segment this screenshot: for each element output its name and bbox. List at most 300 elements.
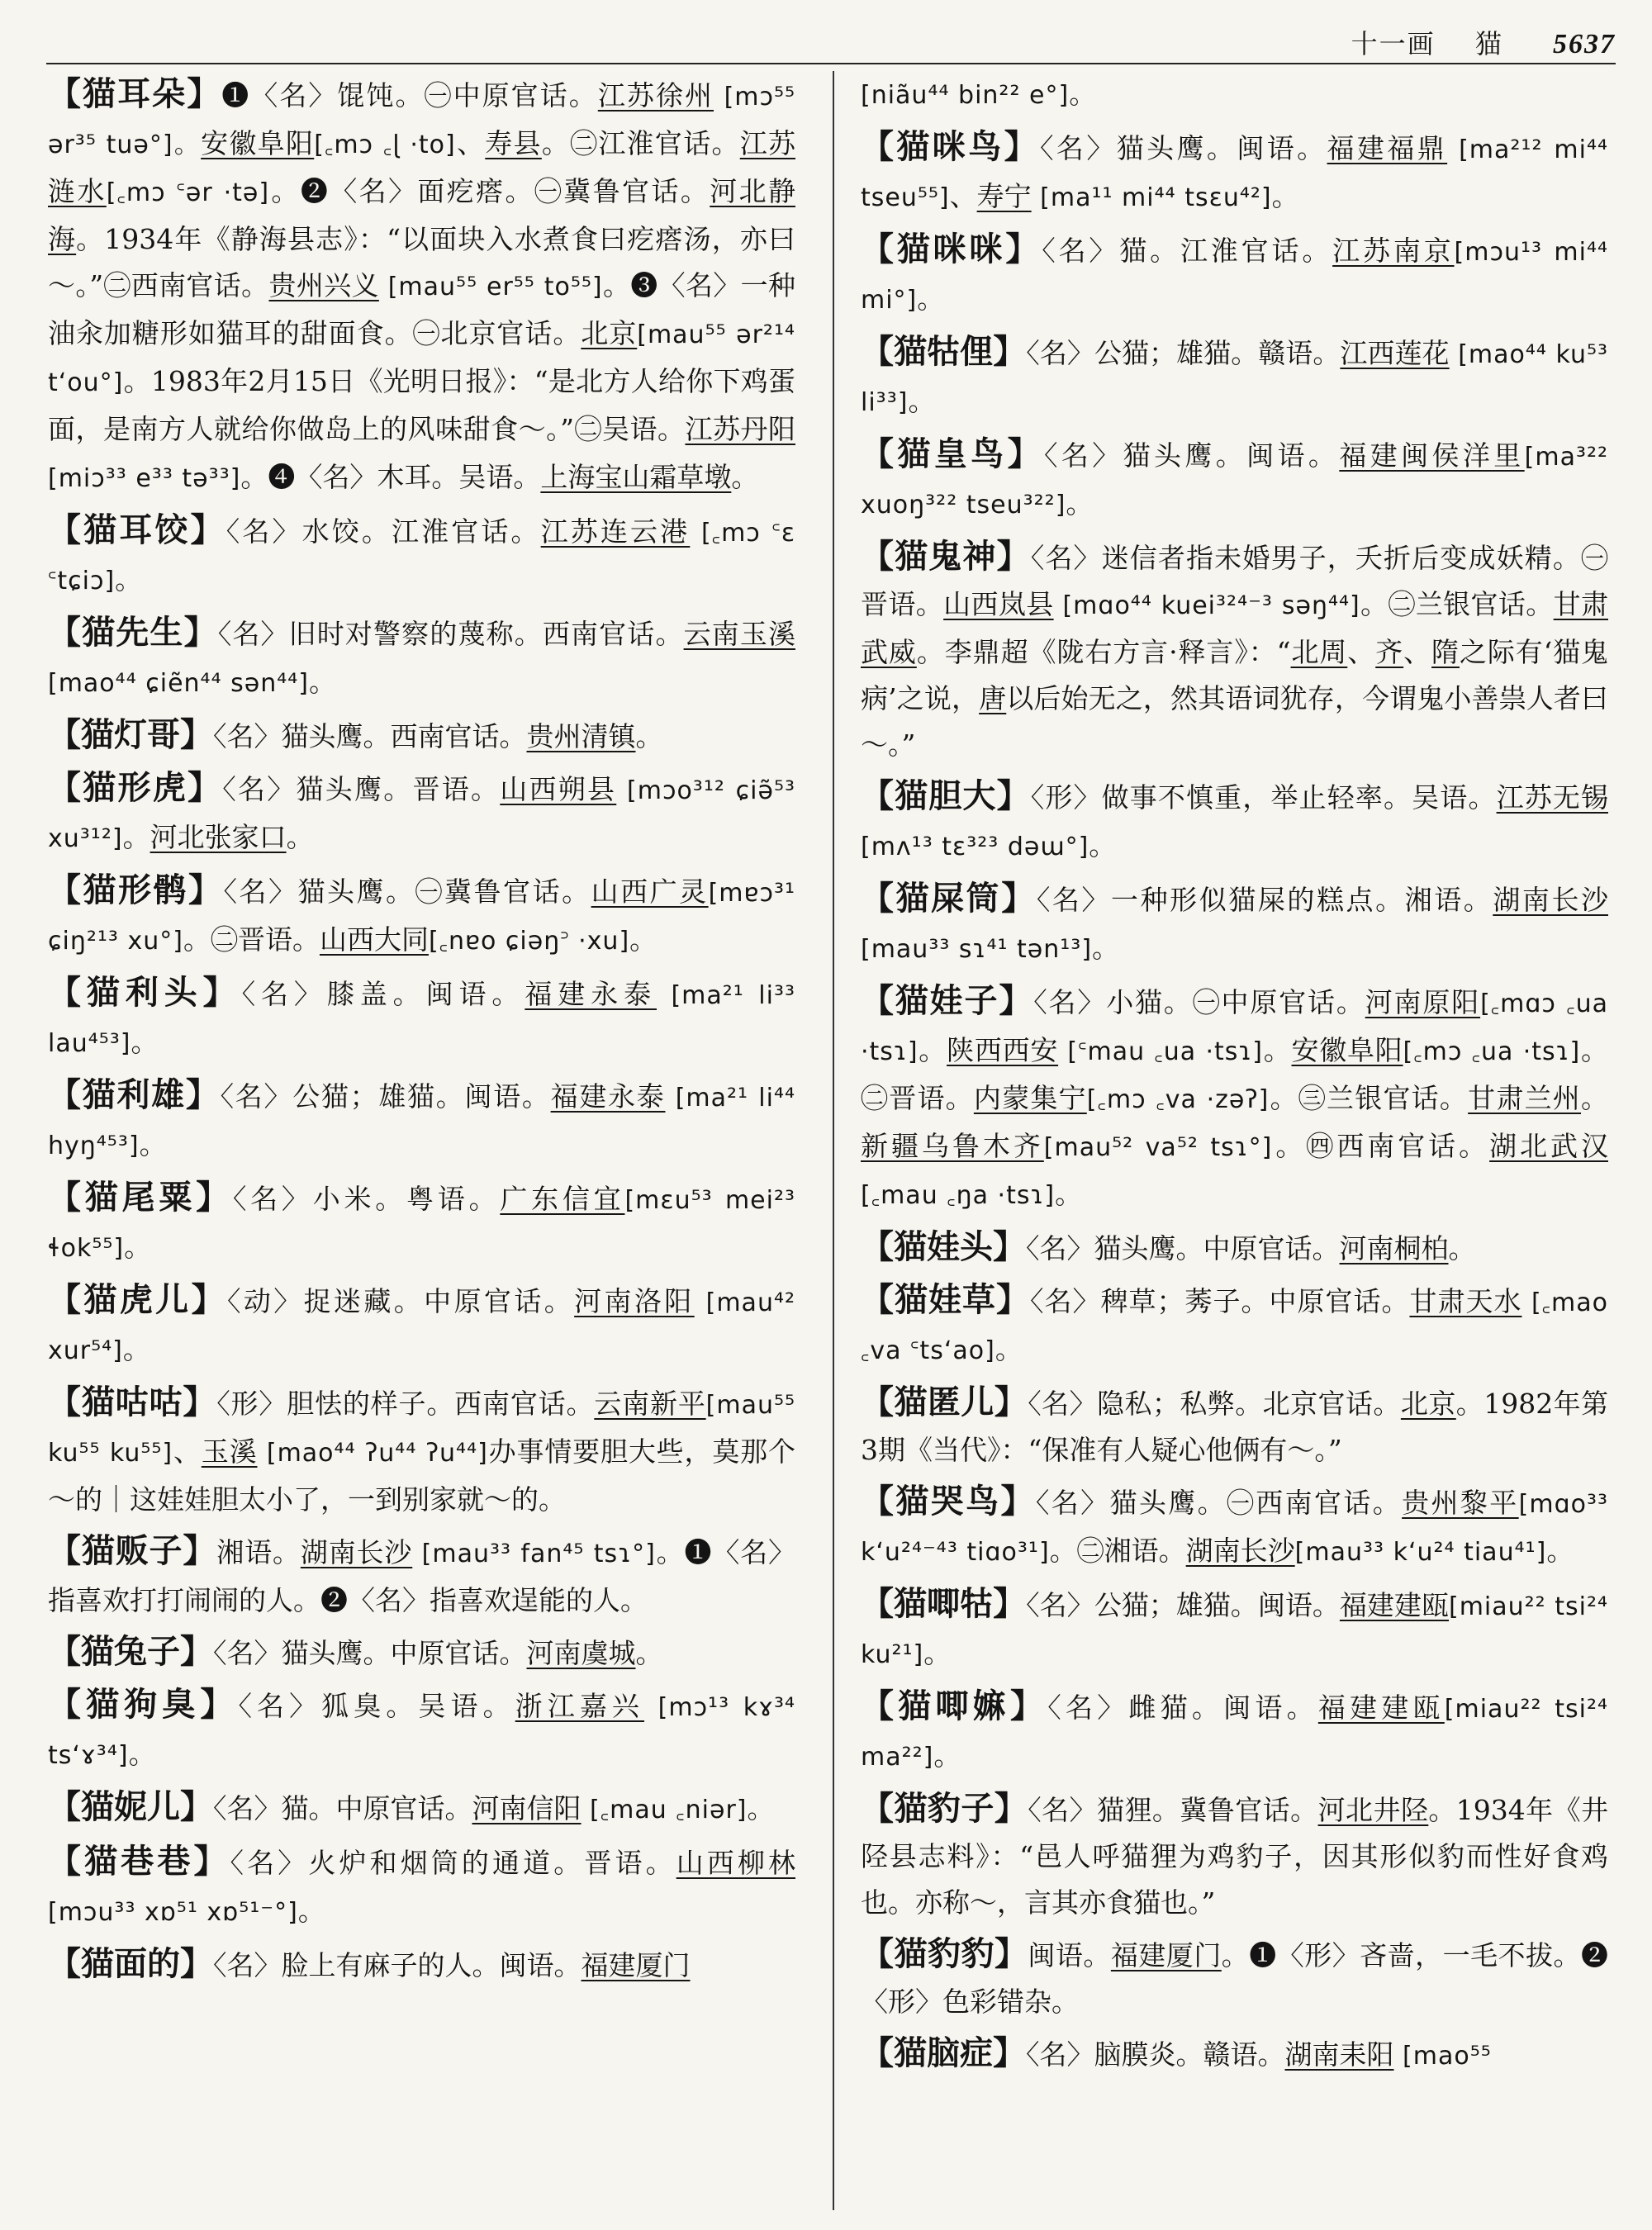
definition-text: 〈形〉胆怯的样子。西南官话。 — [216, 1388, 595, 1420]
entry-headword — [48, 1531, 216, 1570]
right-bracket: 】 — [187, 74, 222, 113]
place-name: 河南虞城 — [526, 1637, 636, 1669]
dictionary-entry — [861, 1224, 1608, 1272]
place-name: 唐 — [979, 682, 1007, 714]
pronunciation: [mau⁵⁵ ku⁵⁵ ku⁵⁵] — [48, 1391, 795, 1468]
pronunciation: [mau⁴² xur⁵⁴] — [48, 1288, 795, 1365]
definition-text: 〈名〉脸上有麻子的人。闽语。 — [213, 1949, 582, 1981]
pronunciation: [꜀mau ꜀ŋa ·tsɿ] — [861, 1181, 1056, 1210]
dictionary-entry — [48, 712, 795, 760]
headword-text: 猫狗臭 — [86, 1685, 201, 1724]
definition-text: 〈名〉小米。粤语。 — [232, 1183, 501, 1215]
place-name: 江苏南京 — [1332, 235, 1455, 267]
dictionary-entry — [861, 226, 1608, 324]
headword-text: 猫鬼神 — [895, 537, 997, 576]
place-name: 寿宁 — [976, 180, 1032, 212]
pronunciation: [ma²¹ li³³ lau⁴⁵³] — [48, 981, 795, 1058]
entry-headword — [861, 1482, 1036, 1521]
pronunciation: [mau⁵² va⁵² tsɿ°] — [1043, 1133, 1273, 1162]
right-bracket: 】 — [993, 1584, 1027, 1623]
place-name: 齐 — [1375, 636, 1404, 668]
entry-headword — [48, 715, 213, 754]
entry-headword — [861, 1934, 1028, 1973]
right-bracket: 】 — [200, 1685, 239, 1724]
place-name: 江苏涟水 — [48, 127, 795, 207]
headword-text: 猫虎儿 — [83, 1280, 192, 1319]
definition-text: 〈名〉雌猫。闽语。 — [1047, 1691, 1318, 1724]
definition-text: 。❹〈名〉木耳。吴语。 — [240, 461, 541, 493]
pronunciation: [꜂mau ꜀ua ·tsɿ] — [1058, 1037, 1263, 1066]
definition-text: 。 — [1581, 1082, 1608, 1114]
pronunciation: [꜀mɔ ꜀ua ·tsɿ] — [1403, 1037, 1581, 1066]
definition-text: 。 — [731, 461, 759, 493]
definition-text: 〈名〉猫头鹰。西南官话。 — [213, 720, 527, 752]
definition-text: 。 — [923, 1637, 952, 1669]
headword-text: 猫皇鸟 — [897, 434, 1008, 473]
pronunciation: [niãu⁴⁴ bin²² e°] — [861, 81, 1070, 110]
dictionary-entry — [861, 1683, 1608, 1781]
right-bracket: 】 — [993, 332, 1027, 371]
definition-text: 。李鼎超《陇右方言·释言》：“ — [916, 636, 1291, 668]
place-name: 湖北武汉 — [1489, 1130, 1608, 1162]
definition-text: 〈动〉捉迷藏。中原官话。 — [226, 1285, 575, 1317]
definition-text: 。1982年第3期《当代》：“保准有人疑心他俩有～。” — [861, 1388, 1608, 1466]
pronunciation: [mau⁵⁵ ər²¹⁴ t‘ou°] — [48, 320, 795, 397]
left-bracket: 【 — [861, 1687, 899, 1725]
dictionary-entry — [48, 507, 795, 605]
definition-text: 。 — [908, 385, 936, 417]
right-bracket: 】 — [193, 1842, 230, 1881]
entry-headword — [48, 1383, 216, 1421]
entry-headword — [861, 1227, 1026, 1266]
definition-text: 〈名〉猫狸。冀鲁官话。 — [1028, 1794, 1318, 1826]
right-bracket: 】 — [1000, 1482, 1036, 1521]
left-bracket: 【 — [861, 1482, 896, 1521]
place-name: 江苏徐州 — [597, 79, 714, 112]
definition-text: 。 — [747, 1792, 775, 1824]
place-name: 福建建瓯 — [1339, 1589, 1449, 1621]
pronunciation: [mɑo⁴⁴ kuei³²⁴⁻³ səŋ⁴⁴] — [1053, 591, 1360, 620]
dictionary-entry — [48, 1839, 795, 1936]
left-bracket: 【 — [48, 74, 83, 113]
definition-text: 。 — [933, 1739, 961, 1772]
left-bracket: 【 — [861, 332, 895, 371]
pronunciation: [ma³²² xuoŋ³²² tseu³²²] — [861, 443, 1608, 520]
place-name: 陕西西安 — [947, 1034, 1059, 1066]
column-divider — [833, 71, 834, 2210]
definition-text: 。 — [1069, 78, 1097, 110]
pronunciation: [mao⁴⁴ ʔu⁴⁴ ʔu⁴⁴] — [257, 1439, 488, 1468]
definition-text: 。❶〈名〉指喜欢打打闹闹的人。❷〈名〉指喜欢逞能的人。 — [48, 1536, 795, 1616]
place-name: 贵州兴义 — [268, 269, 379, 301]
definition-text: 。❷〈名〉面疙瘩。㊀冀鲁官话。 — [269, 175, 710, 207]
entry-headword — [861, 332, 1026, 371]
right-column — [861, 71, 1608, 2218]
place-name: 内蒙集宁 — [973, 1082, 1087, 1114]
right-bracket: 】 — [180, 715, 213, 754]
right-bracket: 】 — [999, 981, 1034, 1020]
place-name: 贵州黎平 — [1402, 1487, 1519, 1519]
dictionary-entry — [48, 1174, 795, 1272]
left-bracket: 【 — [861, 981, 895, 1020]
page-number: 5637 — [1553, 29, 1616, 59]
definition-text: 〈名〉脑膜炎。赣语。 — [1026, 2038, 1285, 2071]
place-name: 新疆乌鲁木齐 — [861, 1130, 1044, 1162]
place-name: 河南信阳 — [472, 1792, 582, 1824]
definition-text: 。❶〈形〉吝啬，一毛不拔。❷〈形〉色彩错杂。 — [861, 1939, 1608, 2018]
place-name: 甘肃武威 — [861, 588, 1608, 668]
definition-text: 。㊃西南官话。 — [1272, 1130, 1490, 1162]
pronunciation: [mau⁵⁵ er⁵⁵ to⁵⁵] — [378, 273, 603, 301]
right-bracket: 】 — [996, 537, 1031, 576]
headword-text: 猫咪鸟 — [896, 127, 1004, 166]
right-bracket: 】 — [1004, 127, 1041, 166]
entry-headword — [48, 613, 218, 652]
left-bracket: 【 — [48, 1075, 83, 1114]
left-bracket: 【 — [861, 537, 895, 576]
place-name: 江苏丹阳 — [685, 413, 795, 445]
definition-text: 〈名〉猫头鹰。闽语。 — [1040, 132, 1327, 164]
headword-text: 猫利雄 — [82, 1075, 186, 1114]
headword-text: 猫兔子 — [81, 1632, 180, 1671]
place-name: 甘肃天水 — [1409, 1285, 1522, 1317]
definition-text: 。 — [139, 1128, 167, 1160]
headword-text: 猫匿儿 — [894, 1383, 995, 1421]
right-bracket: 】 — [994, 1789, 1028, 1828]
headword-text: 猫豹豹 — [894, 1934, 995, 1973]
place-name: 福建永泰 — [550, 1080, 666, 1113]
definition-text: 〈名〉猫头鹰。㊀冀鲁官话。 — [223, 875, 591, 908]
definition-text: 。 — [918, 1034, 947, 1066]
left-column — [48, 71, 795, 2218]
definition-text: 〈名〉狐臭。吴语。 — [238, 1690, 515, 1722]
definition-text: 。 — [122, 821, 150, 853]
left-bracket: 【 — [48, 1842, 85, 1881]
definition-text: 。 — [917, 282, 945, 315]
definition-text: 〈名〉火炉和烟筒的通道。晋语。 — [230, 1847, 676, 1879]
definition-text: 之际有‘猫鬼病’之说， — [861, 636, 1608, 714]
pronunciation: [꜀nɐo ɕiəŋ꜄ ·xu] — [428, 927, 630, 956]
entry-headword — [861, 537, 1031, 576]
headword-text: 猫贩子 — [81, 1531, 183, 1570]
place-name: 河北井陉 — [1317, 1794, 1429, 1826]
place-name: 隋 — [1431, 636, 1460, 668]
headword-text: 猫形虎 — [83, 768, 188, 807]
left-bracket: 【 — [48, 1531, 82, 1570]
left-bracket: 【 — [861, 127, 897, 166]
entry-headword — [861, 776, 1031, 815]
headword-text: 猫娃子 — [895, 981, 999, 1020]
left-bracket: 【 — [48, 1685, 87, 1724]
entry-headword — [48, 1944, 213, 1983]
right-bracket: 】 — [191, 1280, 227, 1319]
pronunciation: [꜀mao ꜀va ꜂ts‘ao] — [861, 1288, 1608, 1365]
right-bracket: 】 — [183, 613, 218, 652]
left-bracket: 【 — [48, 1787, 81, 1826]
place-name: 北周 — [1290, 636, 1348, 668]
page-header — [46, 15, 1616, 64]
definition-text: 〈名〉猫。江淮官话。 — [1042, 235, 1333, 267]
right-bracket: 】 — [993, 2033, 1026, 2072]
pronunciation: [mau³³ sɿ⁴¹ tən¹³] — [861, 935, 1093, 964]
place-name: 湖南长沙 — [300, 1536, 413, 1568]
entry-headword — [48, 1787, 213, 1826]
entry-headword — [861, 1383, 1028, 1421]
left-bracket: 【 — [861, 230, 897, 268]
headword-text: 猫巷巷 — [84, 1842, 194, 1881]
definition-text: 〈名〉猫头鹰。中原官话。 — [213, 1637, 527, 1669]
place-name: 山西大同 — [319, 923, 429, 956]
place-name: 玉溪 — [201, 1435, 258, 1468]
definition-text: 〈名〉一种形似猫屎的糕点。湘语。 — [1036, 884, 1493, 916]
place-name: 河南洛阳 — [574, 1285, 695, 1317]
definition-text: ❶〈名〉馄饨。㊀中原官话。 — [221, 79, 598, 112]
definition-text: 。 — [131, 1026, 159, 1058]
headword-text: 猫唧嫲 — [898, 1687, 1010, 1725]
pronunciation: [mao⁴⁴ ɕiẽn⁴⁴ sən⁴⁴] — [48, 669, 310, 698]
place-name: 河南原阳 — [1365, 986, 1481, 1018]
pronunciation: [꜀mɔ ꜀ɭ ·to] — [314, 130, 456, 159]
right-bracket: 】 — [996, 776, 1031, 815]
pronunciation: [mɔ¹³ kɤ³⁴ ts‘ɤ³⁴] — [48, 1693, 795, 1770]
dictionary-entry — [861, 124, 1608, 221]
place-name: 安徽阜阳 — [1291, 1034, 1403, 1066]
pronunciation: [mɛu⁵³ mei²³ ɬok⁵⁵] — [48, 1186, 795, 1263]
place-name: 山西广灵 — [591, 875, 709, 908]
headword-text: 猫胆大 — [895, 776, 997, 815]
place-name: 福建闽侯洋里 — [1339, 439, 1525, 472]
place-name: 甘肃兰州 — [1468, 1082, 1582, 1114]
definition-text: 。㊂兰银官话。 — [1269, 1082, 1469, 1114]
definition-text: 。 — [122, 1333, 150, 1365]
pronunciation: [ma¹¹ mi⁴⁴ tsɛu⁴²] — [1031, 183, 1272, 212]
running-head — [1351, 23, 1616, 61]
right-bracket: 】 — [190, 510, 226, 549]
entry-headword — [48, 1075, 221, 1114]
left-bracket: 【 — [48, 768, 83, 807]
headword-text: 猫娃头 — [894, 1227, 993, 1266]
pronunciation: [mɔu¹³ mi⁴⁴ mi°] — [861, 238, 1608, 315]
entry-headword — [48, 768, 222, 807]
right-bracket: 】 — [994, 1383, 1028, 1421]
pronunciation: [ma²¹² mi⁴⁴ tseu⁵⁵] — [861, 135, 1608, 212]
headword-text: 猫唧牯 — [894, 1584, 994, 1623]
definition-text: 〈名〉小猫。㊀中原官话。 — [1033, 986, 1365, 1018]
dictionary-entry — [861, 1786, 1608, 1926]
right-bracket: 】 — [183, 1383, 217, 1421]
left-bracket: 【 — [48, 1383, 82, 1421]
entry-headword — [861, 230, 1042, 268]
place-name: 北京 — [581, 317, 638, 349]
dictionary-entry — [48, 1379, 795, 1523]
right-bracket: 】 — [202, 973, 242, 1012]
definition-text: 〈名〉迷信者指未婚男子，夭折后变成妖精。㊀晋语。 — [861, 542, 1608, 620]
place-name: 江苏无锡 — [1496, 781, 1608, 814]
definition-text: 〈名〉膝盖。闽语。 — [241, 978, 525, 1010]
place-name: 江西莲花 — [1340, 337, 1450, 369]
definition-text: 。 — [995, 1333, 1023, 1365]
definition-text: 。 — [1448, 1232, 1476, 1264]
definition-text: 。㊁湘语。 — [1049, 1535, 1186, 1567]
definition-text: 。 — [286, 821, 314, 853]
pronunciation: [꜀mɔ ꜂ər ·tə] — [106, 178, 270, 207]
definition-text: 。 — [1055, 1178, 1083, 1210]
definition-text: 、 — [1403, 636, 1432, 668]
definition-text: 。 — [297, 1895, 325, 1927]
dictionary-entry — [48, 610, 795, 707]
definition-text: 、 — [1347, 636, 1376, 668]
right-bracket: 】 — [1001, 879, 1037, 918]
entry-headword — [861, 1789, 1028, 1828]
headword-text: 猫形鹘 — [83, 871, 189, 909]
dictionary-entry — [48, 970, 795, 1067]
right-bracket: 】 — [1007, 434, 1044, 473]
definition-text: 〈名〉公猫；雄猫。闽语。 — [220, 1080, 551, 1113]
pronunciation: [꜀mɔ ꜂ɛ ꜂tɕiɔ] — [48, 519, 795, 595]
pronunciation: [miau²² tsi²⁴ ku²¹] — [861, 1592, 1608, 1669]
definition-text: 。 — [1089, 829, 1117, 861]
right-bracket: 】 — [1009, 1687, 1048, 1725]
right-bracket: 】 — [196, 1178, 233, 1217]
entry-headword — [48, 1178, 233, 1217]
definition-text: 〈名〉水饺。江淮官话。 — [225, 515, 541, 548]
pronunciation: [mao⁵⁵ — [1393, 2042, 1492, 2071]
definition-text: 〈名〉稗草；莠子。中原官话。 — [1030, 1285, 1410, 1317]
pronunciation: [mɔu³³ xɒ⁵¹ xɒ⁵¹⁻°] — [48, 1898, 298, 1927]
place-name: 河南桐柏 — [1339, 1232, 1449, 1264]
left-bracket: 【 — [861, 1584, 895, 1623]
definition-text: 〈名〉猫头鹰。中原官话。 — [1026, 1232, 1340, 1264]
dictionary-entry — [861, 1277, 1608, 1374]
right-bracket: 】 — [185, 1075, 221, 1114]
place-name: 北京 — [1400, 1388, 1456, 1420]
section-label: 十一画 — [1351, 28, 1436, 59]
left-bracket: 【 — [861, 1383, 895, 1421]
place-name: 福建福鼎 — [1327, 132, 1448, 164]
left-bracket: 【 — [48, 1178, 85, 1217]
pronunciation: [mau³³ fan⁴⁵ tsɿ°] — [412, 1540, 656, 1568]
left-bracket: 【 — [48, 510, 84, 549]
right-bracket: 】 — [996, 1280, 1030, 1319]
definition-text: 〈形〉做事不慎重，举止轻率。吴语。 — [1030, 781, 1497, 814]
definition-text: 以后始无之，然其语词犹存，今谓鬼小善祟人者曰～。” — [861, 682, 1608, 761]
dictionary-entry — [48, 1528, 795, 1624]
left-bracket: 【 — [48, 871, 83, 909]
definition-text: 。 — [115, 563, 143, 595]
entry-headword — [48, 1632, 213, 1671]
pronunciation: [miau²² tsi²⁴ ma²²] — [861, 1695, 1608, 1772]
left-bracket: 【 — [861, 1789, 895, 1828]
place-name: 上海宝山霜草墩 — [540, 461, 732, 493]
place-name: 湖南耒阳 — [1284, 2038, 1394, 2071]
definition-text: 。 — [1263, 1034, 1292, 1066]
place-name: 贵州清镇 — [526, 720, 636, 752]
definition-text: 〈名〉旧时对警察的蔑称。西南官话。 — [217, 618, 684, 650]
definition-text: 。 — [1271, 180, 1299, 212]
dictionary-entry — [861, 978, 1608, 1219]
dictionary-entry — [861, 329, 1608, 426]
place-name: 河北张家口 — [150, 821, 287, 853]
definition-text: 〈名〉公猫；雄猫。赣语。 — [1026, 337, 1341, 369]
right-bracket: 】 — [188, 871, 224, 909]
definition-text: 〈名〉猫。中原官话。 — [213, 1792, 472, 1824]
dictionary-entry — [48, 1941, 795, 1989]
pronunciation: [miɔ³³ e³³ tə³³] — [48, 464, 241, 493]
dictionary-entry — [861, 71, 1608, 119]
entry-headword — [861, 434, 1044, 473]
right-bracket: 】 — [180, 1787, 213, 1826]
definition-text: 。 — [124, 1231, 152, 1263]
dictionary-entry — [861, 875, 1608, 973]
entry-headword — [48, 1280, 227, 1319]
definition-text: 〈名〉公猫；雄猫。闽语。 — [1026, 1589, 1340, 1621]
headword-text: 猫利头 — [86, 973, 203, 1012]
headword-text: 猫咪咪 — [896, 230, 1006, 268]
definition-text: 。❸〈名〉一种油汆加糖形如猫耳的甜面食。㊀北京官话。 — [48, 269, 795, 349]
pronunciation: [꜀mɑɔ ꜀ua ·tsɿ] — [861, 989, 1608, 1066]
entry-headword — [48, 74, 221, 113]
definition-text: 办事情要胆大些，莫那个～的｜这娃娃胆太小了，一到别家就～的。 — [48, 1435, 795, 1516]
headword-text: 猫尾粟 — [84, 1178, 197, 1217]
entry-headword — [861, 1687, 1047, 1725]
place-name: 江苏连云港 — [540, 515, 691, 548]
place-name: 浙江嘉兴 — [515, 1690, 645, 1722]
pronunciation: [mau³³ k‘u²⁴ tiau⁴¹] — [1294, 1538, 1547, 1567]
right-bracket: 】 — [993, 1227, 1026, 1266]
dictionary-entry — [48, 71, 795, 502]
entry-headword — [861, 127, 1040, 166]
definition-text: 〈名〉猫头鹰。㊀西南官话。 — [1035, 1487, 1403, 1519]
pronunciation: [꜀mau ꜀niər] — [581, 1796, 748, 1824]
place-name: 云南玉溪 — [683, 618, 795, 650]
definition-text: 、 — [949, 180, 977, 212]
place-name: 福建厦门 — [581, 1949, 691, 1981]
definition-text: 。 — [128, 1738, 156, 1770]
head-character: 猫 — [1474, 28, 1503, 59]
headword-text: 猫面的 — [81, 1944, 180, 1983]
right-bracket: 】 — [994, 1934, 1028, 1973]
definition-text: 。㊁晋语。 — [861, 1034, 1608, 1114]
definition-text: 。㊁晋语。 — [183, 923, 320, 956]
headword-text: 猫先生 — [82, 613, 184, 652]
definition-text: 。1934年《井陉县志料》：“邑人呼猫狸为鸡豹子，因其形似豹而性好食鸡也。亦称～，言其亦食猫也。” — [861, 1794, 1608, 1919]
entry-headword — [861, 2033, 1026, 2072]
dictionary-entry — [861, 1931, 1608, 2025]
pronunciation: [mɔ⁵⁵ ər³⁵ tuə°]。 — [48, 83, 795, 159]
place-name: 山西柳林 — [676, 1847, 795, 1879]
dictionary-entry — [48, 1784, 795, 1834]
place-name: 云南新平 — [594, 1388, 706, 1420]
dictionary-entry — [861, 431, 1608, 529]
dictionary-entry — [861, 1478, 1608, 1576]
left-bracket: 【 — [861, 2033, 894, 2072]
place-name: 福建永泰 — [525, 978, 657, 1010]
definition-text: 。1934年《静海县志》：“以面块入水煮食曰疙瘩汤，亦曰～。”㊁西南官话。 — [48, 223, 795, 301]
left-bracket: 【 — [861, 879, 896, 918]
headword-text: 猫脑症 — [894, 2033, 993, 2072]
place-name: 湖南长沙 — [1185, 1535, 1295, 1567]
entry-headword — [48, 510, 226, 549]
dictionary-entry — [861, 773, 1608, 871]
headword-text: 猫豹子 — [894, 1789, 995, 1828]
pronunciation: [mʌ¹³ tɛ³²³ dəɯ°] — [861, 833, 1089, 861]
place-name: 河北静海 — [48, 175, 795, 255]
dictionary-entry — [48, 1277, 795, 1374]
entry-headword — [861, 879, 1037, 918]
entry-headword — [861, 1280, 1030, 1319]
place-name: 山西朔县 — [500, 773, 617, 805]
headword-text: 猫娃草 — [895, 1280, 996, 1319]
